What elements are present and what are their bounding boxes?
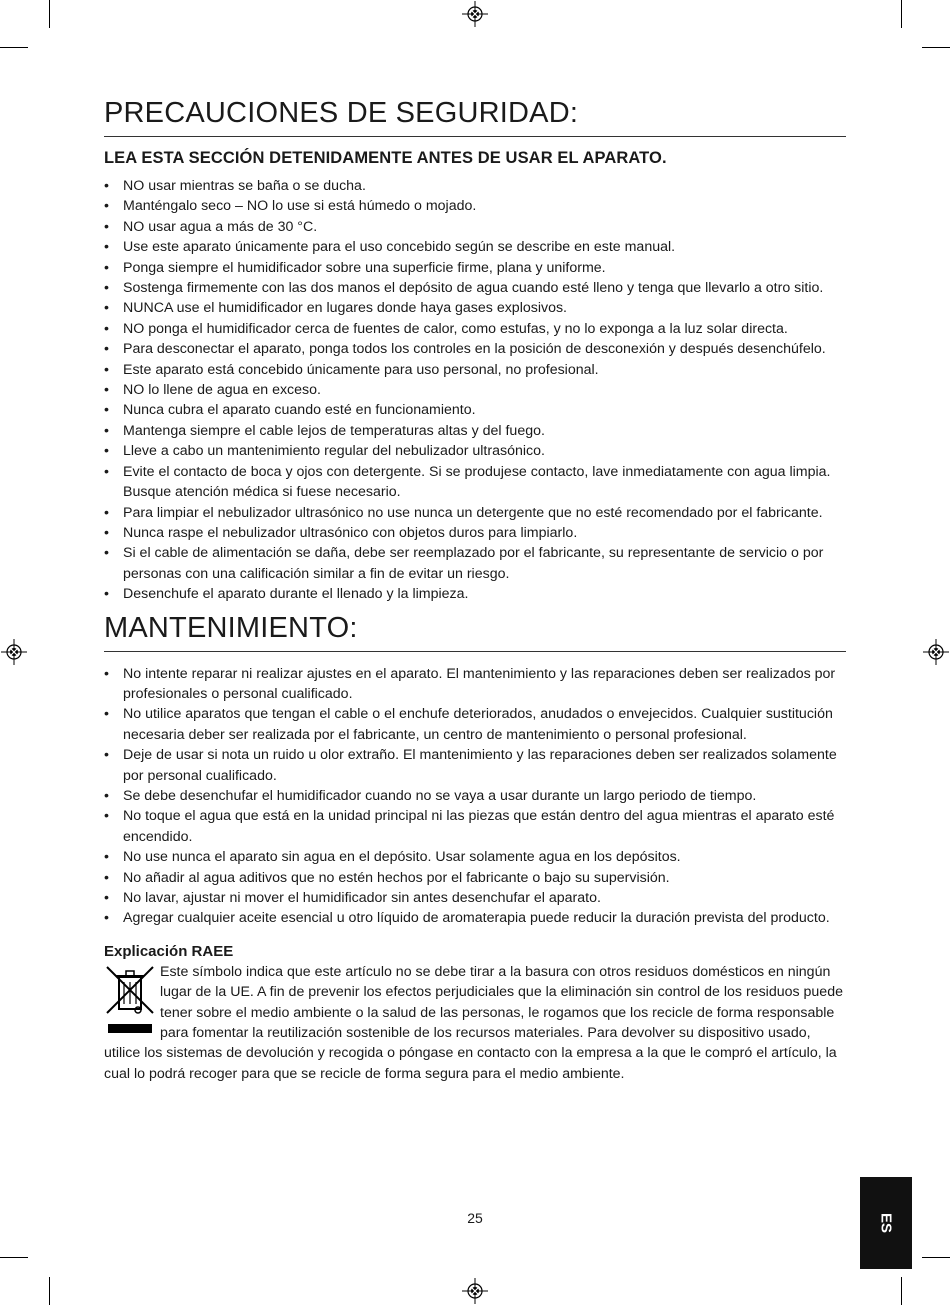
registration-mark-icon [462,1278,488,1304]
list-item: • No intente reparar ni realizar ajustes en el aparato. El mantenimiento y las reparaciones deben ser realizados por profesionales o personal cualificado. [104,664,846,705]
list-item: • Manténgalo seco – NO lo use si está húmedo o mojado. [104,196,846,216]
safety-subtitle: LEA ESTA SECCIÓN DETENIDAMENTE ANTES DE USAR EL APARATO. [104,149,667,167]
language-tab-label: ES [877,1212,895,1234]
crop-mark [901,0,902,28]
registration-mark-icon [1,639,27,665]
list-item: • Evite el contacto de boca y ojos con detergente. Si se produjese contacto, lave inmediatamente con agua limpia. Busque atención médica si fuese necesario. [104,462,846,503]
page-content [104,96,846,1084]
list-item: • Agregar cualquier aceite esencial u otro líquido de aromaterapia puede reducir la duración prevista del producto. [104,908,846,928]
list-item: • No lavar, ajustar ni mover el humidificador sin antes desenchufar el aparato. [104,888,846,908]
crop-mark [0,1257,28,1258]
list-item: • Mantenga siempre el cable lejos de temperaturas altas y del fuego. [104,421,846,441]
maintenance-section [104,611,846,929]
registration-mark-icon [462,1,488,27]
crop-mark [49,0,50,28]
maintenance-list [104,664,846,929]
list-item: • No use nunca el aparato sin agua en el depósito. Usar solamente agua en los depósitos. [104,847,846,867]
registration-mark-icon [923,639,949,665]
list-item: • Si el cable de alimentación se daña, debe ser reemplazado por el fabricante, su representante de servicio o por personas con una calificación similar a fin de evitar un riesgo. [104,543,846,584]
list-item: • Nunca raspe el nebulizador ultrasónico con objetos duros para limpiarlo. [104,523,846,543]
weee-title: Explicación RAEE [104,942,234,960]
list-item: • Use este aparato únicamente para el uso concebido según se describe en este manual. [104,237,846,257]
list-item: • Nunca cubra el aparato cuando esté en funcionamiento. [104,400,846,420]
weee-text: Este símbolo indica que este artículo no se debe tirar a la basura con otros residuos domésticos en ningún lugar de la UE. A fin de prevenir los efectos perjudiciales que la eliminación sin control de los residuos puede tener sobre el medio ambiente o la salud de las personas, le rogamos que los recicle de forma responsable para fomentar la reutilización sostenible de los recursos materiales. Para devolver su dispositivo usado, utilice los sistemas de devolución y recogida o póngase en contacto con la empresa a la que le compró el artículo, la cual lo podrá recoger para que se recicle de forma segura para el medio ambiente. [104,963,843,1082]
maintenance-title: MANTENIMIENTO: [104,611,846,652]
list-item: • No utilice aparatos que tengan el cable o el enchufe deteriorados, anudados o envejecidos. Cualquier sustitución necesaria deber ser realizada por el fabricante, un centro de mantenimiento o personal profesional. [104,704,846,745]
safety-title: PRECAUCIONES DE SEGURIDAD: [104,96,846,137]
list-item: • Deje de usar si nota un ruido u olor extraño. El mantenimiento y las reparaciones deben ser realizados solamente por personal cualificado. [104,745,846,786]
crop-mark [49,1277,50,1305]
list-item: • Se debe desenchufar el humidificador cuando no se vaya a usar durante un largo periodo de tiempo. [104,786,846,806]
safety-list [104,176,846,605]
list-item: • Para limpiar el nebulizador ultrasónico no use nunca un detergente que no esté recomendado por el fabricante. [104,503,846,523]
crossed-bin-icon [104,964,156,1034]
list-item: • Desenchufe el aparato durante el llenado y la limpieza. [104,584,846,604]
list-item: • No toque el agua que está en la unidad principal ni las piezas que están dentro del agua mientras el aparato esté encendido. [104,806,846,847]
list-item: • Este aparato está concebido únicamente para uso personal, no profesional. [104,360,846,380]
crop-mark [922,47,950,48]
list-item: • Lleve a cabo un mantenimiento regular del nebulizador ultrasónico. [104,441,846,461]
list-item: • Ponga siempre el humidificador sobre una superficie firme, plana y uniforme. [104,258,846,278]
crop-mark [901,1277,902,1305]
list-item: • NO ponga el humidificador cerca de fuentes de calor, como estufas, y no lo exponga a la luz solar directa. [104,319,846,339]
crop-mark [0,47,28,48]
list-item: • NUNCA use el humidificador en lugares donde haya gases explosivos. [104,298,846,318]
list-item: • NO lo llene de agua en exceso. [104,380,846,400]
list-item: • NO usar mientras se baña o se ducha. [104,176,846,196]
language-tab [860,1177,912,1269]
list-item: • Para desconectar el aparato, ponga todos los controles en la posición de desconexión y después desenchúfelo. [104,339,846,359]
page-number: 25 [467,1210,483,1226]
crop-mark [922,1257,950,1258]
list-item: • No añadir al agua aditivos que no estén hechos por el fabricante o bajo su supervisión. [104,868,846,888]
weee-block [104,962,846,1084]
list-item: • Sostenga firmemente con las dos manos el depósito de agua cuando esté lleno y tenga que llevarlo a otro sitio. [104,278,846,298]
list-item: • NO usar agua a más de 30 °C. [104,217,846,237]
